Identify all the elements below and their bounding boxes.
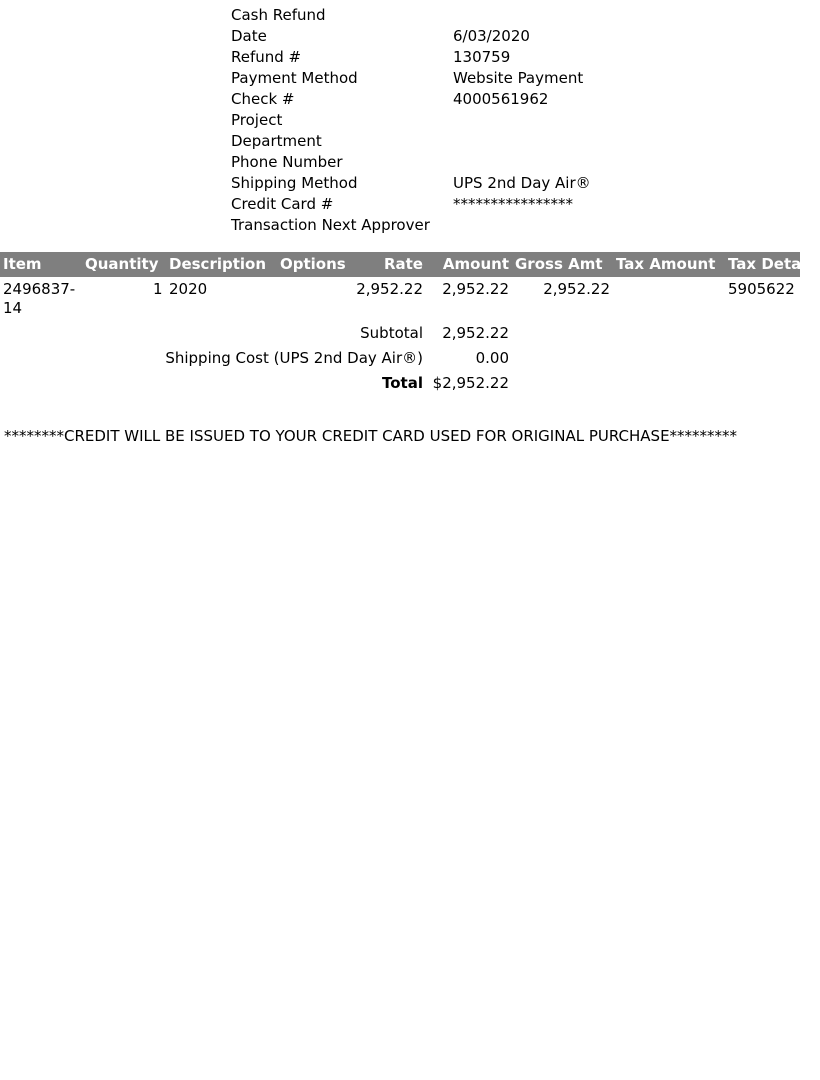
refund-number-label: Refund # (231, 48, 302, 66)
table-header (0, 252, 820, 277)
info-row-credit-card (231, 194, 591, 215)
column-header-amount: Amount (442, 255, 509, 273)
quantity-cell: 1 (153, 280, 163, 298)
subtotal-row (0, 321, 800, 346)
refund-info (231, 5, 591, 236)
payment-method-label: Payment Method (231, 69, 358, 87)
credit-notice: ********CREDIT WILL BE ISSUED TO YOUR CREDIT CARD USED FOR ORIGINAL PURCHASE********* (4, 427, 738, 445)
check-number-value: 4000561962 (453, 90, 549, 108)
date-value: 6/03/2020 (453, 27, 530, 45)
info-row-shipping-method (231, 173, 591, 194)
items-table (0, 252, 820, 396)
info-row-next-approver (231, 215, 591, 236)
date-label: Date (231, 27, 267, 45)
info-row-date (231, 26, 591, 47)
total-row (0, 371, 800, 396)
info-row-project (231, 110, 591, 131)
info-row-payment-method (231, 68, 591, 89)
column-header-tax-details: Tax Details (728, 255, 820, 273)
credit-card-value: **************** (453, 195, 573, 213)
column-header-quantity: Quantity (85, 255, 159, 273)
amount-cell: 2,952.22 (442, 280, 509, 298)
shipping-cost-value: 0.00 (475, 349, 509, 367)
payment-method-value: Website Payment (453, 69, 584, 87)
shipping-cost-row (0, 346, 800, 371)
phone-number-label: Phone Number (231, 153, 343, 171)
item-cell: 2496837-14 (3, 280, 76, 317)
gross-amt-cell: 2,952.22 (543, 280, 610, 298)
description-cell: 2020 (169, 280, 208, 298)
department-label: Department (231, 132, 322, 150)
refund-number-value: 130759 (453, 48, 511, 66)
next-approver-label: Transaction Next Approver (231, 216, 430, 234)
column-header-description: Description (169, 255, 267, 273)
tax-details-cell: 5905622 (728, 280, 795, 298)
column-header-gross-amt: Gross Amt (515, 255, 603, 273)
column-header-tax-amount: Tax Amount (616, 255, 716, 273)
shipping-method-label: Shipping Method (231, 174, 358, 192)
rate-cell: 2,952.22 (356, 280, 423, 298)
info-row-phone-number (231, 152, 591, 173)
subtotal-value: 2,952.22 (442, 324, 509, 342)
document-title: Cash Refund (231, 6, 326, 24)
info-row-check-number (231, 89, 591, 110)
column-header-options: Options (280, 255, 346, 273)
column-header-item: Item (3, 255, 42, 273)
info-row-department (231, 131, 591, 152)
shipping-cost-label: Shipping Cost (UPS 2nd Day Air®) (165, 349, 423, 367)
credit-card-label: Credit Card # (231, 195, 334, 213)
total-value: $2,952.22 (432, 374, 509, 392)
table-row (0, 277, 800, 321)
check-number-label: Check # (231, 90, 295, 108)
info-row-refund-number (231, 47, 591, 68)
total-label: Total (382, 374, 423, 392)
project-label: Project (231, 111, 283, 129)
column-header-rate: Rate (383, 255, 423, 273)
shipping-method-value: UPS 2nd Day Air® (453, 174, 591, 192)
subtotal-label: Subtotal (360, 324, 423, 342)
